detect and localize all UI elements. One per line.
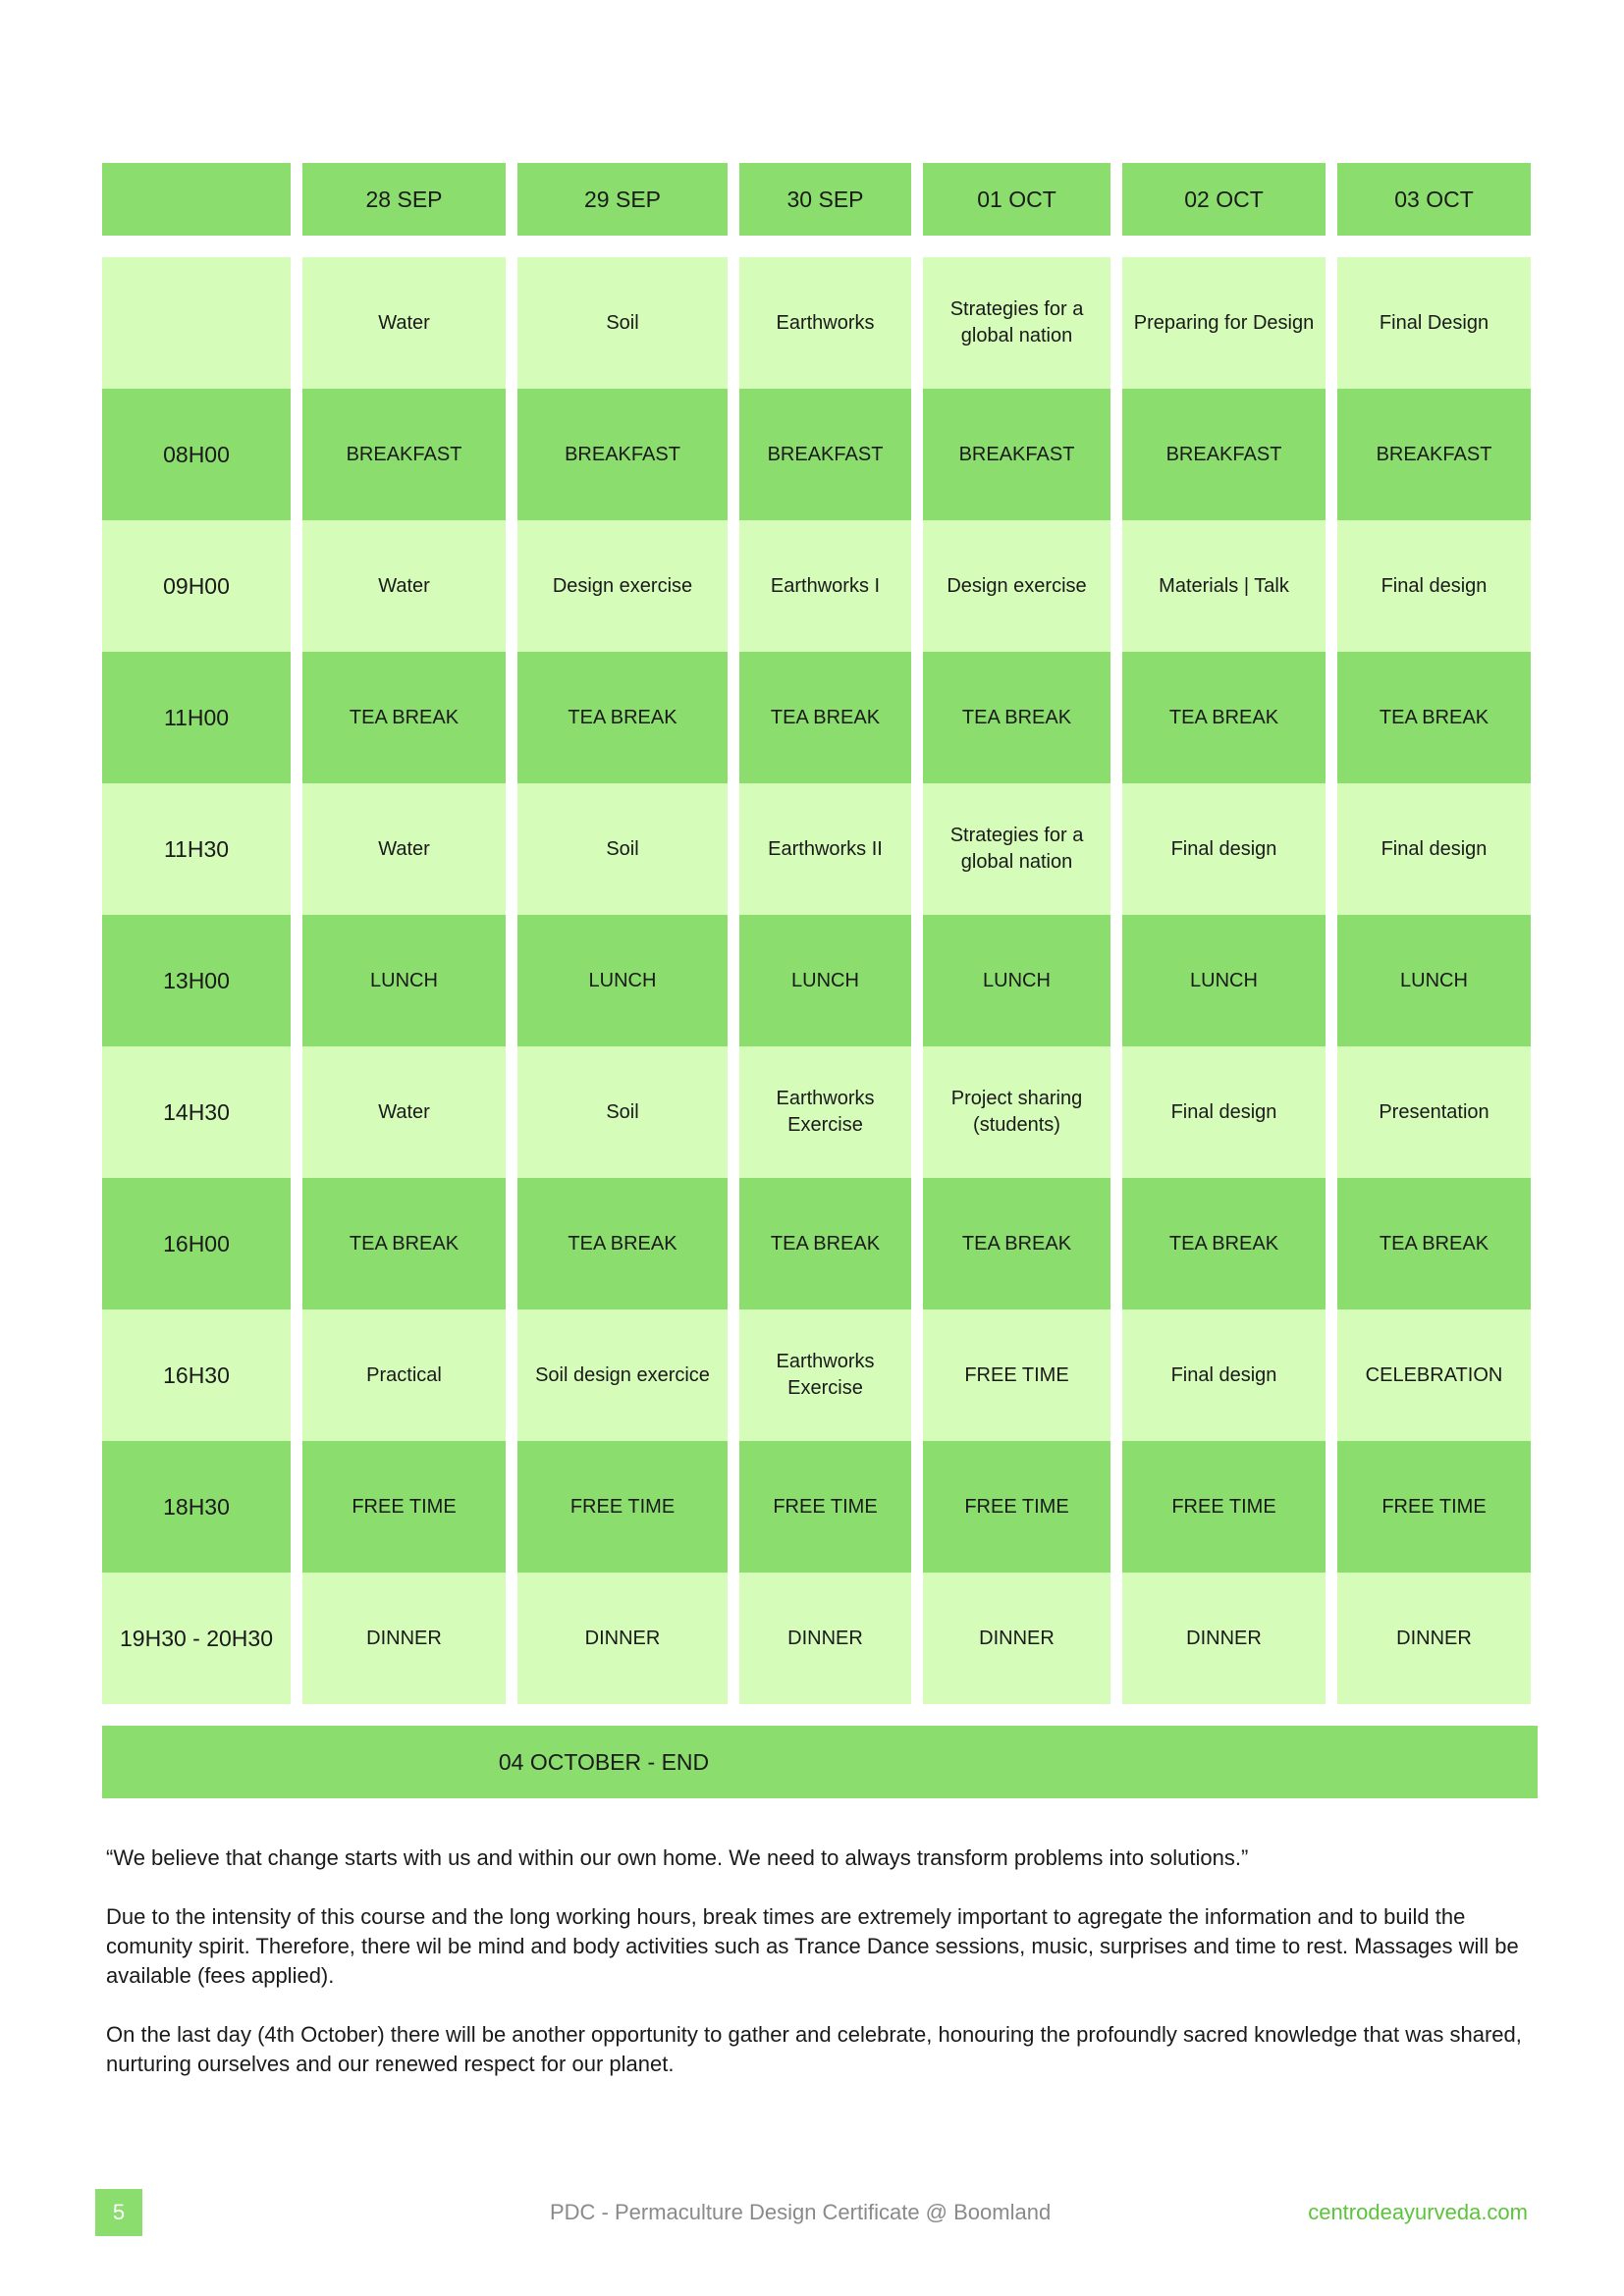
session-cell: Project sharing (students) bbox=[923, 1046, 1110, 1178]
date-header-cell: 01 OCT bbox=[923, 163, 1110, 236]
session-cell: FREE TIME bbox=[923, 1309, 1110, 1441]
session-cell: LUNCH bbox=[302, 915, 506, 1046]
session-cell: Final Design bbox=[1337, 257, 1531, 389]
session-cell: TEA BREAK bbox=[923, 1178, 1110, 1309]
time-cell: 18H30 bbox=[102, 1441, 291, 1573]
session-cell: LUNCH bbox=[923, 915, 1110, 1046]
session-cell: Water bbox=[302, 257, 506, 389]
session-cell: TEA BREAK bbox=[1122, 652, 1326, 783]
session-cell: Earthworks Exercise bbox=[739, 1046, 911, 1178]
time-cell: 11H30 bbox=[102, 783, 291, 915]
session-cell: DINNER bbox=[739, 1573, 911, 1704]
session-cell: Presentation bbox=[1337, 1046, 1531, 1178]
session-cell: Practical bbox=[302, 1309, 506, 1441]
end-label: 04 OCTOBER - END bbox=[498, 1748, 710, 1775]
time-cell: 16H00 bbox=[102, 1178, 291, 1309]
session-cell: BREAKFAST bbox=[739, 389, 911, 520]
date-header-cell: 28 SEP bbox=[302, 163, 506, 236]
session-cell: FREE TIME bbox=[1122, 1441, 1326, 1573]
session-cell: Soil bbox=[517, 783, 728, 915]
session-cell: TEA BREAK bbox=[302, 1178, 506, 1309]
time-cell: 09H00 bbox=[102, 520, 291, 652]
session-cell: LUNCH bbox=[1122, 915, 1326, 1046]
session-cell: DINNER bbox=[1122, 1573, 1326, 1704]
session-cell: CELEBRATION bbox=[1337, 1309, 1531, 1441]
session-cell: TEA BREAK bbox=[302, 652, 506, 783]
session-cell: Earthworks bbox=[739, 257, 911, 389]
session-cell: FREE TIME bbox=[923, 1441, 1110, 1573]
time-cell: 08H00 bbox=[102, 389, 291, 520]
session-cell: DINNER bbox=[517, 1573, 728, 1704]
session-cell: Earthworks I bbox=[739, 520, 911, 652]
quote-paragraph: “We believe that change starts with us and within our own home. We need to always transform problems into solutions.” bbox=[106, 1845, 1249, 1870]
session-cell: TEA BREAK bbox=[923, 652, 1110, 783]
session-cell: Materials | Talk bbox=[1122, 520, 1326, 652]
session-cell: Water bbox=[302, 783, 506, 915]
time-cell: 14H30 bbox=[102, 1046, 291, 1178]
schedule-table bbox=[102, 163, 1538, 1704]
session-cell: Soil design exercice bbox=[517, 1309, 728, 1441]
session-cell: BREAKFAST bbox=[923, 389, 1110, 520]
session-cell: FREE TIME bbox=[517, 1441, 728, 1573]
session-cell: DINNER bbox=[1337, 1573, 1531, 1704]
session-cell: TEA BREAK bbox=[1122, 1178, 1326, 1309]
session-cell: Final design bbox=[1122, 783, 1326, 915]
time-cell: 11H00 bbox=[102, 652, 291, 783]
session-cell: DINNER bbox=[302, 1573, 506, 1704]
date-header-cell: 30 SEP bbox=[739, 163, 911, 236]
breaks-paragraph: Due to the intensity of this course and the long working hours, break times are extremely important to agregate the information and to build the comunity spirit. Therefore, there wil be mind and body activities such as Trance Dance sessions, music, surprises and time to rest. Massages will be available (fees applied). bbox=[106, 1904, 1519, 1988]
session-cell: Preparing for Design bbox=[1122, 257, 1326, 389]
session-cell: BREAKFAST bbox=[302, 389, 506, 520]
session-cell: DINNER bbox=[923, 1573, 1110, 1704]
session-cell: LUNCH bbox=[517, 915, 728, 1046]
session-cell: TEA BREAK bbox=[739, 1178, 911, 1309]
time-cell bbox=[102, 257, 291, 389]
session-cell: LUNCH bbox=[1337, 915, 1531, 1046]
session-cell: TEA BREAK bbox=[1337, 1178, 1531, 1309]
session-cell: BREAKFAST bbox=[1337, 389, 1531, 520]
session-cell: TEA BREAK bbox=[1337, 652, 1531, 783]
session-cell: FREE TIME bbox=[1337, 1441, 1531, 1573]
session-cell: LUNCH bbox=[739, 915, 911, 1046]
session-cell: Water bbox=[302, 1046, 506, 1178]
session-cell: TEA BREAK bbox=[517, 1178, 728, 1309]
session-cell: Strategies for a global nation bbox=[923, 257, 1110, 389]
time-cell: 13H00 bbox=[102, 915, 291, 1046]
page-number: 5 bbox=[95, 2189, 142, 2236]
session-cell: Soil bbox=[517, 1046, 728, 1178]
end-banner bbox=[102, 1726, 1538, 1798]
session-cell: TEA BREAK bbox=[739, 652, 911, 783]
time-cell: 16H30 bbox=[102, 1309, 291, 1441]
footer-website-link[interactable]: centrodeayurveda.com bbox=[1308, 2200, 1528, 2224]
header-corner-cell bbox=[102, 163, 291, 236]
footer-title: PDC - Permaculture Design Certificate @ Boomland bbox=[550, 2200, 1052, 2224]
session-cell: Earthworks II bbox=[739, 783, 911, 915]
session-cell: Final design bbox=[1122, 1309, 1326, 1441]
date-header-cell: 29 SEP bbox=[517, 163, 728, 236]
session-cell: Water bbox=[302, 520, 506, 652]
session-cell: Design exercise bbox=[923, 520, 1110, 652]
session-cell: Earthworks Exercise bbox=[739, 1309, 911, 1441]
date-header-cell: 02 OCT bbox=[1122, 163, 1326, 236]
session-cell: TEA BREAK bbox=[517, 652, 728, 783]
session-cell: Strategies for a global nation bbox=[923, 783, 1110, 915]
session-cell: Final design bbox=[1337, 783, 1531, 915]
session-cell: Final design bbox=[1122, 1046, 1326, 1178]
last-day-paragraph: On the last day (4th October) there will be another opportunity to gather and celebrate, honouring the profoundly sacred knowledge that was shared, nurturing ourselves and our renewed respect for our planet. bbox=[106, 2022, 1522, 2076]
session-cell: BREAKFAST bbox=[517, 389, 728, 520]
body-text bbox=[106, 1843, 1530, 2109]
session-cell: BREAKFAST bbox=[1122, 389, 1326, 520]
session-cell: FREE TIME bbox=[302, 1441, 506, 1573]
date-header-cell: 03 OCT bbox=[1337, 163, 1531, 236]
time-cell: 19H30 - 20H30 bbox=[102, 1573, 291, 1704]
session-cell: Design exercise bbox=[517, 520, 728, 652]
session-cell: FREE TIME bbox=[739, 1441, 911, 1573]
session-cell: Final design bbox=[1337, 520, 1531, 652]
session-cell: Soil bbox=[517, 257, 728, 389]
